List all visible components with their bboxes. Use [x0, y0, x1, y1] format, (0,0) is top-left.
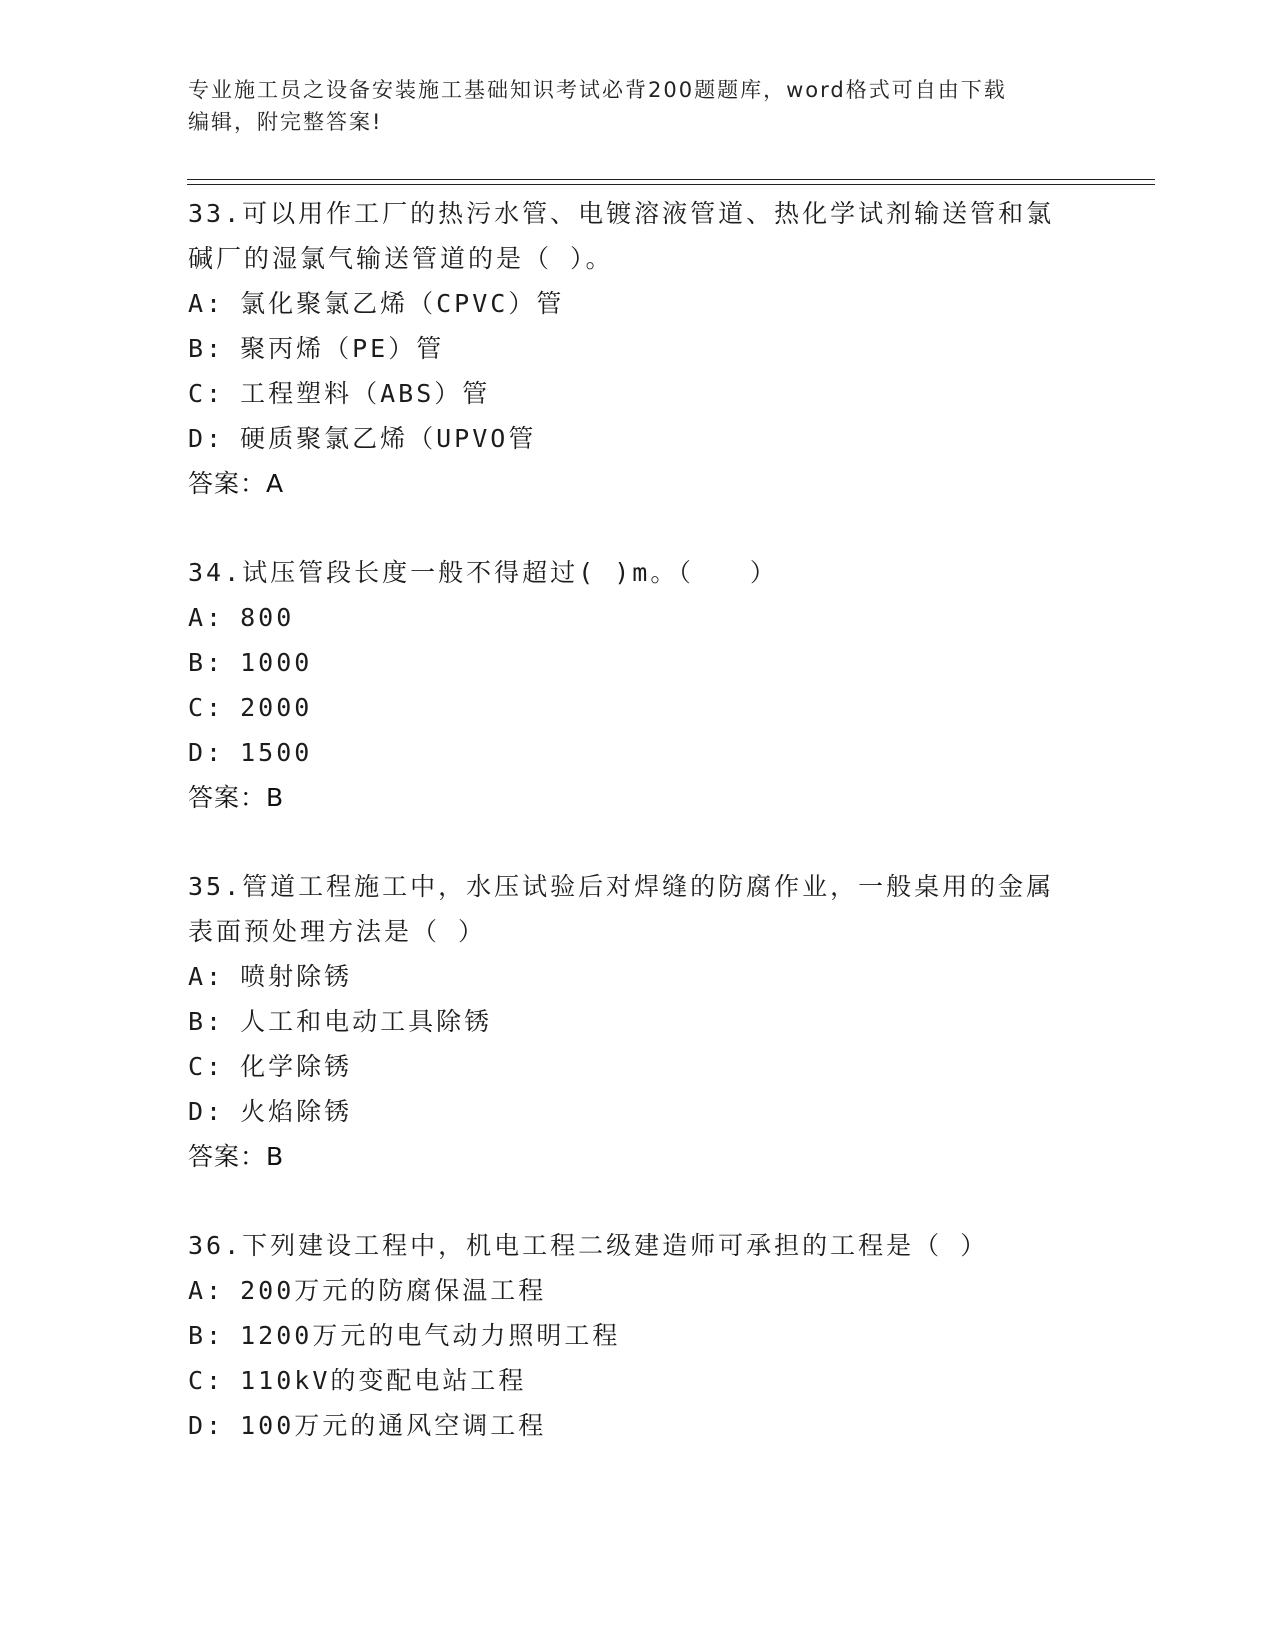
option-key: A:: [188, 603, 225, 632]
option-text: 工程塑料（ABS）管: [240, 379, 491, 408]
question-stem-line-2: 碱厂的湿氯气输送管道的是（ ）。: [188, 244, 614, 273]
question-text: [188, 191, 1088, 236]
option-b: [188, 326, 1088, 371]
option-key: D:: [188, 424, 225, 453]
question-number: 34.: [188, 558, 243, 587]
question-stem-line-1: 可以用作工厂的热污水管、电镀溶液管道、热化学试剂输送管和氯: [242, 199, 1055, 228]
option-key: A:: [188, 962, 225, 991]
question-text: [188, 550, 1088, 595]
question-stem-line-1: 下列建设工程中，机电工程二级建造师可承担的工程是（ ）: [242, 1231, 989, 1260]
option-c: [188, 1044, 1088, 1089]
option-text: 化学除锈: [240, 1052, 353, 1081]
option-d: [188, 1089, 1088, 1134]
question-35: [188, 864, 1088, 1179]
option-a: [188, 595, 1088, 640]
option-text: 1200万元的电气动力照明工程: [240, 1321, 621, 1350]
option-key: B:: [188, 648, 225, 677]
question-list: [188, 191, 1088, 1492]
question-text: [188, 1223, 1088, 1268]
option-text: 1500: [240, 738, 313, 767]
header-line-2: 编辑，附完整答案!: [188, 110, 383, 134]
option-a: [188, 954, 1088, 999]
question-stem-line-1: 试压管段长度一般不得超过( )m。（ ）: [242, 558, 778, 587]
option-key: B:: [188, 334, 225, 363]
option-b: [188, 999, 1088, 1044]
question-36: [188, 1223, 1088, 1448]
answer-line: 答案：B: [188, 783, 285, 812]
option-text: 100万元的通风空调工程: [240, 1411, 547, 1440]
option-key: D:: [188, 738, 225, 767]
option-key: B:: [188, 1321, 225, 1350]
question-number: 36.: [188, 1231, 243, 1260]
option-text: 1000: [240, 648, 313, 677]
option-text: 喷射除锈: [240, 962, 353, 991]
option-key: C:: [188, 693, 225, 722]
option-key: B:: [188, 1007, 225, 1036]
option-b: [188, 640, 1088, 685]
question-number: 33.: [188, 199, 243, 228]
option-a: [188, 281, 1088, 326]
option-d: [188, 1403, 1088, 1448]
header-divider-bottom: [187, 184, 1155, 185]
document-header: [188, 74, 1088, 138]
option-key: C:: [188, 1052, 225, 1081]
option-text: 800: [240, 603, 295, 632]
option-text: 110kV的变配电站工程: [240, 1366, 527, 1395]
option-key: D:: [188, 1097, 225, 1126]
option-c: [188, 371, 1088, 416]
option-c: [188, 685, 1088, 730]
option-a: [188, 1268, 1088, 1313]
option-text: 2000: [240, 693, 313, 722]
question-34: [188, 550, 1088, 820]
answer-line: 答案：B: [188, 1142, 285, 1171]
option-key: C:: [188, 1366, 225, 1395]
option-text: 聚丙烯（PE）管: [240, 334, 445, 363]
option-key: C:: [188, 379, 225, 408]
option-d: [188, 730, 1088, 775]
header-line-1: 专业施工员之设备安装施工基础知识考试必背200题题库，word格式可自由下载: [188, 78, 1007, 102]
option-b: [188, 1313, 1088, 1358]
option-text: 硬质聚氯乙烯（UPVO管: [240, 424, 537, 453]
option-text: 氯化聚氯乙烯（CPVC）管: [240, 289, 565, 318]
option-text: 火焰除锈: [240, 1097, 353, 1126]
option-text: 200万元的防腐保温工程: [240, 1276, 547, 1305]
option-key: A:: [188, 289, 225, 318]
answer-line: 答案：A: [188, 469, 285, 498]
question-stem-line-1: 管道工程施工中，水压试验后对焊缝的防腐作业，一般桌用的金属: [242, 872, 1055, 901]
question-text: [188, 864, 1088, 909]
option-key: D:: [188, 1411, 225, 1440]
option-text: 人工和电动工具除锈: [240, 1007, 493, 1036]
option-key: A:: [188, 1276, 225, 1305]
option-c: [188, 1358, 1088, 1403]
option-d: [188, 416, 1088, 461]
question-33: [188, 191, 1088, 506]
header-divider-top: [187, 179, 1155, 180]
question-number: 35.: [188, 872, 243, 901]
question-stem-line-2: 表面预处理方法是（ ）: [188, 917, 487, 946]
